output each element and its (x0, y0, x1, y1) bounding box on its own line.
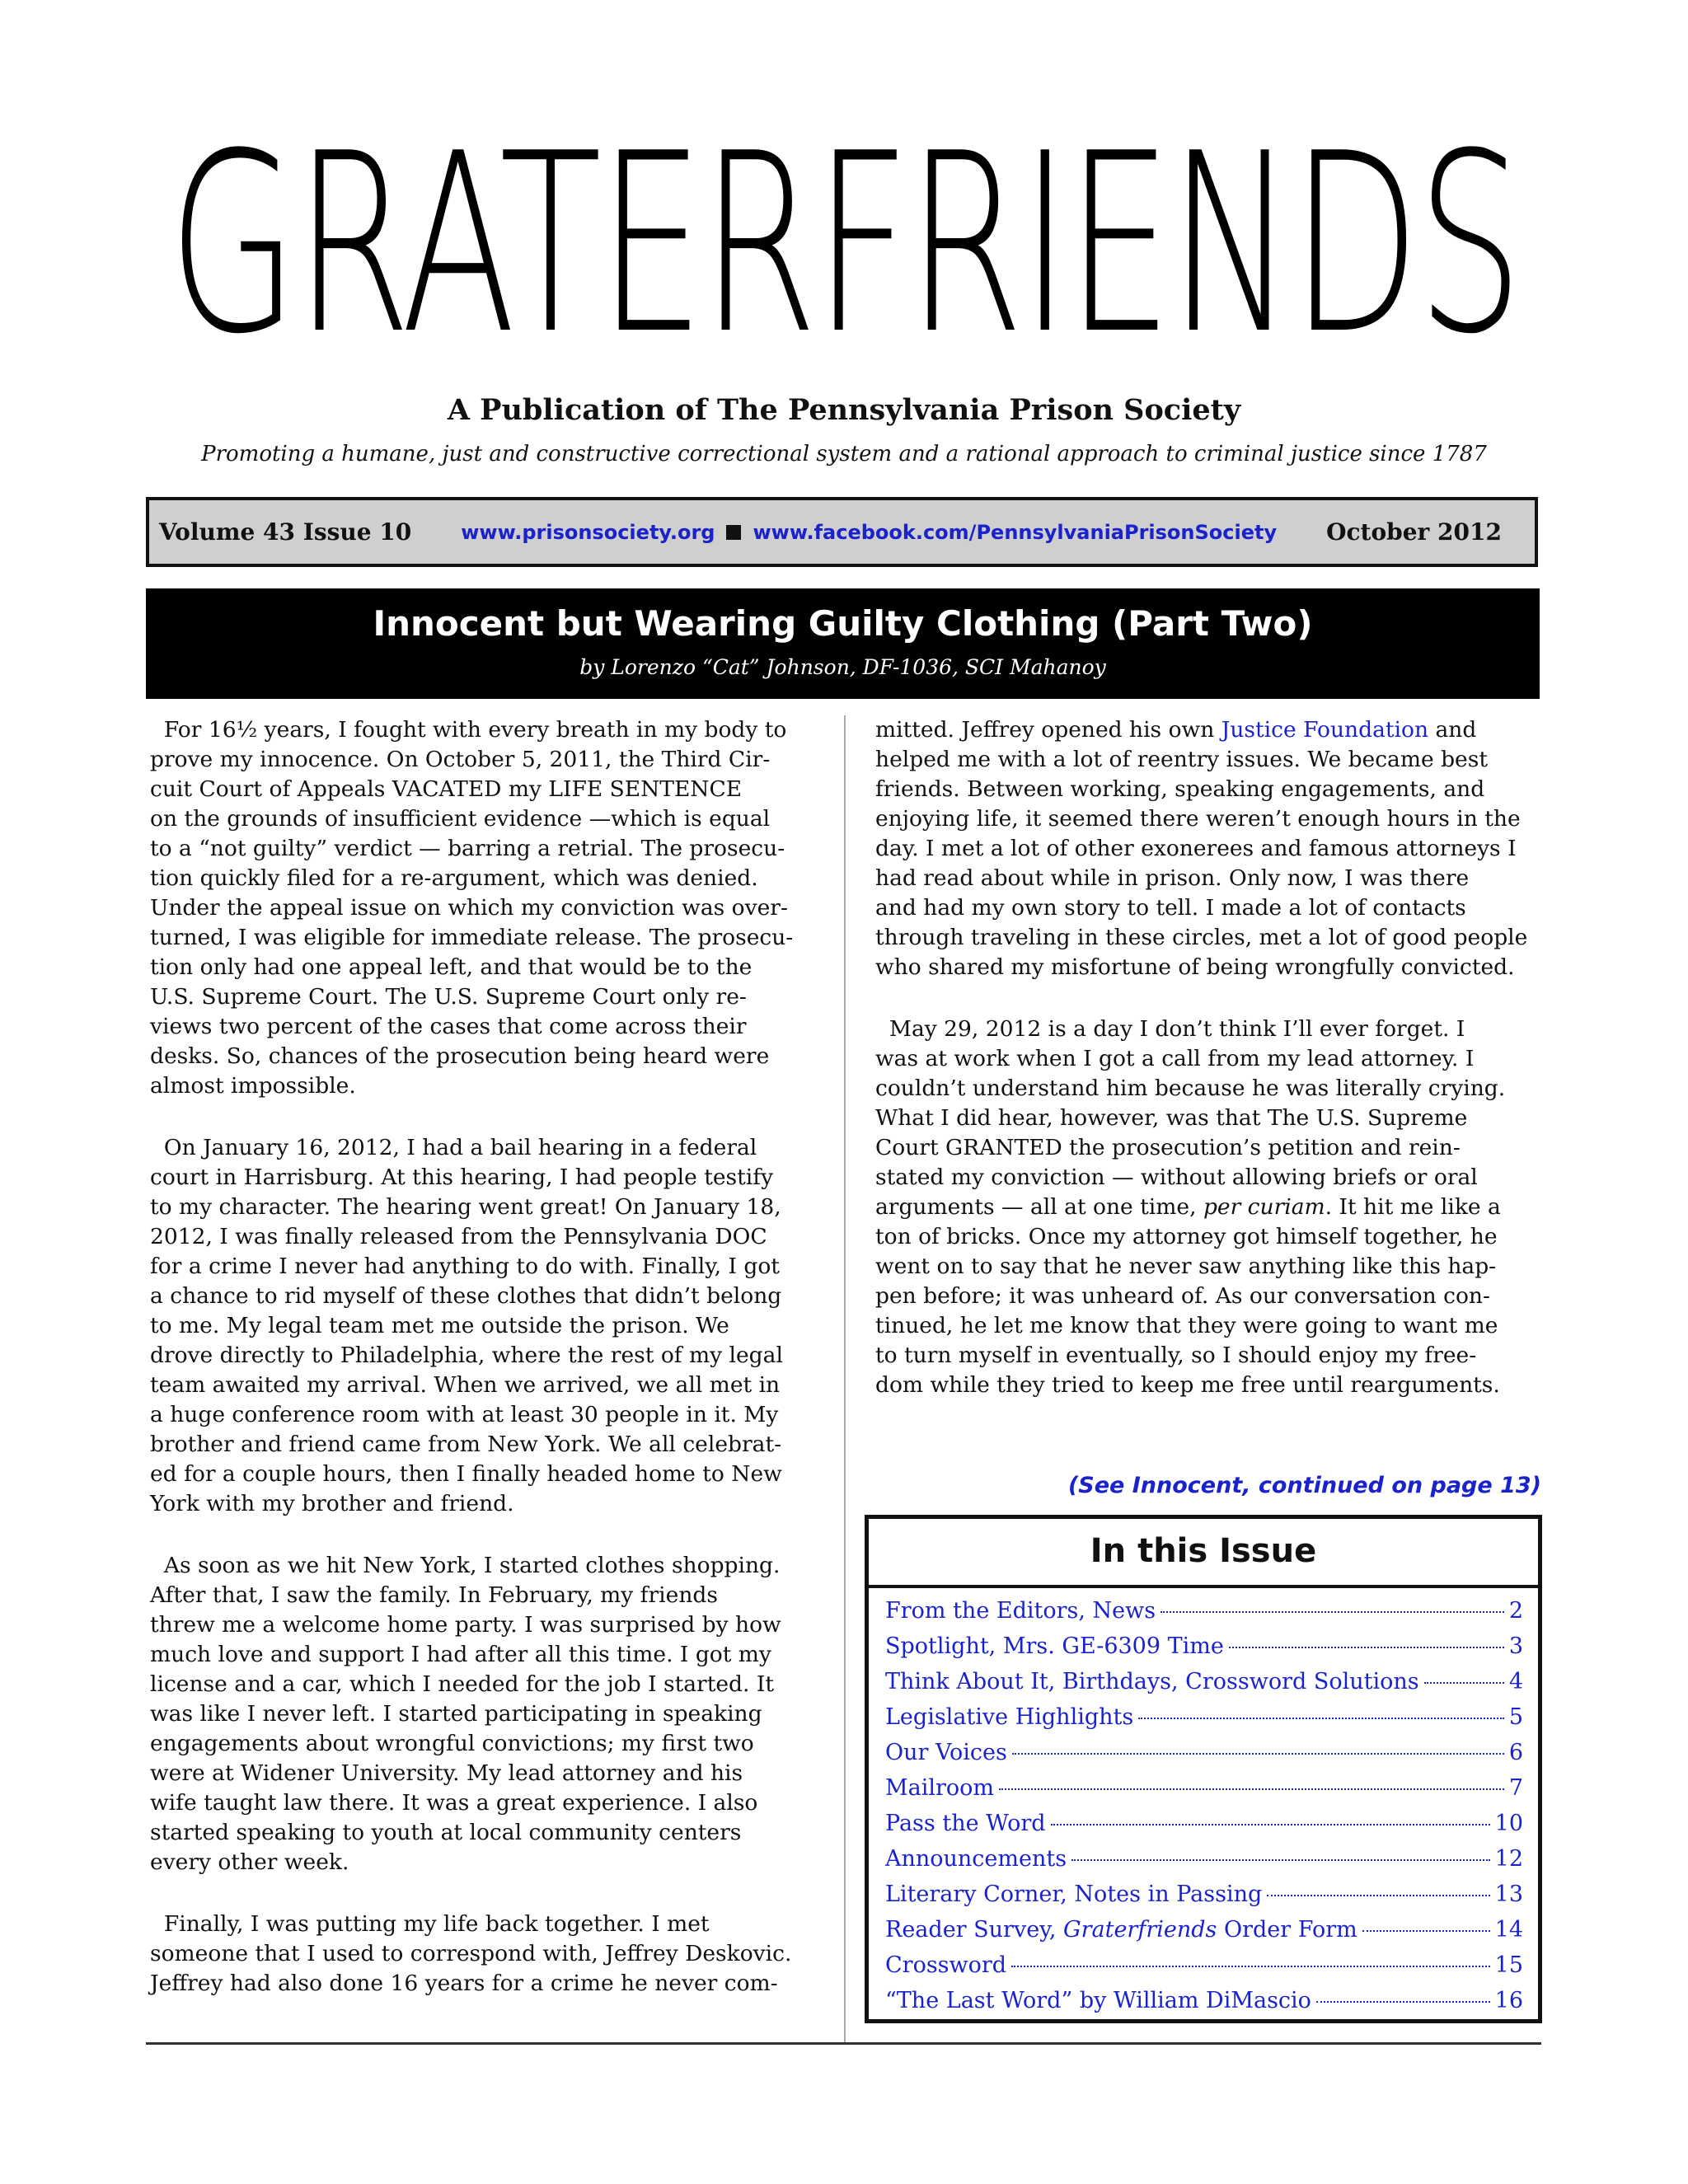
text-line: to me. My legal team met me outside the prison. We (150, 1313, 729, 1338)
toc-entry-page: 7 (1508, 1775, 1523, 1801)
toc-entry-page: 6 (1508, 1740, 1523, 1765)
text-line: tion quickly filed for a re-argument, which was denied. (150, 865, 758, 891)
toc-entry-label: Reader Survey, Graterfriends Order Form (885, 1917, 1357, 1943)
toc-leader-dots (1424, 1682, 1504, 1684)
toc-entry-page: 16 (1494, 1988, 1523, 2013)
article-paragraph (875, 1015, 1543, 1400)
text-line: York with my brother and friend. (150, 1491, 514, 1516)
text-line: stated my conviction — without allowing briefs or oral (875, 1165, 1478, 1190)
text-line: U.S. Supreme Court. The U.S. Supreme Court only re- (150, 984, 747, 1010)
text-line: enjoying life, it seemed there weren’t enough hours in the (875, 806, 1521, 832)
text-line: to a “not guilty” verdict — barring a retrial. The prosecu- (150, 836, 785, 861)
text-line: For 16½ years, I fought with every breath in my body to (150, 717, 787, 743)
toc-entry-page: 3 (1508, 1633, 1523, 1659)
text-line: 2012, I was finally released from the Pennsylvania DOC (150, 1224, 767, 1249)
text-line: Court GRANTED the prosecution’s petition and rein- (875, 1135, 1461, 1160)
toc-entry-page: 2 (1508, 1598, 1523, 1624)
toc-entry-label: “The Last Word” by William DiMascio (885, 1988, 1311, 2013)
toc-leader-dots (1316, 2001, 1490, 2003)
article-column-right (875, 715, 1543, 1432)
toc-entry-label: Our Voices (885, 1740, 1007, 1765)
text-line: threw me a welcome home party. I was surprised by how (150, 1612, 781, 1638)
toc-entry-label: Announcements (885, 1846, 1067, 1872)
toc-entry-page: 12 (1494, 1846, 1523, 1872)
toc-entry[interactable] (885, 1811, 1523, 1846)
toc-entry-label: Crossword (885, 1952, 1007, 1978)
toc-entry[interactable] (885, 1882, 1523, 1917)
toc-leader-dots (999, 1788, 1504, 1790)
facebook-link[interactable]: www.facebook.com/PennsylvaniaPrisonSociety (753, 520, 1278, 544)
toc-entry-page: 5 (1508, 1704, 1523, 1730)
text-line: someone that I used to correspond with, Jeffrey Deskovic. (150, 1941, 792, 1966)
text-line: Jeffrey had also done 16 years for a crime he never com- (150, 1971, 778, 1996)
masthead-logo (0, 91, 1688, 371)
text-line: helped me with a lot of reentry issues. We became best (875, 747, 1488, 772)
issue-info-bar (146, 497, 1538, 567)
toc-entry[interactable] (885, 1704, 1523, 1740)
links-group (461, 521, 1277, 544)
toc-leader-dots (1051, 1824, 1490, 1825)
text-line: desks. So, chances of the prosecution being heard were (150, 1043, 770, 1069)
text-line: and had my own story to tell. I made a lot of contacts (875, 895, 1466, 921)
toc-entry-label: Spotlight, Mrs. GE-6309 Time (885, 1633, 1224, 1659)
text-line: couldn’t understand him because he was literally crying. (875, 1076, 1506, 1101)
column-divider (844, 715, 846, 2044)
issue-date: October 2012 (1326, 518, 1502, 546)
text-line: Finally, I was putting my life back together. I met (150, 1911, 710, 1937)
toc-entry-label: Legislative Highlights (885, 1704, 1134, 1730)
toc-entry[interactable] (885, 1669, 1523, 1704)
toc-entry[interactable] (885, 1952, 1523, 1988)
table-of-contents (865, 1515, 1542, 2023)
toc-entry[interactable] (885, 1988, 1523, 2023)
text-line: a huge conference room with at least 30 people in it. My (150, 1402, 779, 1427)
text-line: prove my innocence. On October 5, 2011, the Third Cir- (150, 747, 771, 772)
text-line: started speaking to youth at local community centers (150, 1820, 742, 1845)
text-line: to my character. The hearing went great! On January 18, (150, 1194, 781, 1220)
text-line: was at work when I got a call from my lead attorney. I (875, 1046, 1475, 1071)
text-line: wife taught law there. It was a great experience. I also (150, 1790, 758, 1816)
article-title: Innocent but Wearing Guilty Clothing (Part Two) (373, 603, 1313, 644)
text-line: who shared my misfortune of being wrongfully convicted. (875, 954, 1515, 980)
text-line: pen before; it was unheard of. As our conversation con- (875, 1283, 1490, 1309)
article-paragraph (150, 715, 822, 1101)
article-byline: by Lorenzo “Cat” Johnson, DF-1036, SCI Mahanoy (579, 655, 1106, 679)
text-line: engagements about wrongful convictions; my first two (150, 1731, 754, 1756)
text-line: went on to say that he never saw anything like this hap- (875, 1254, 1497, 1279)
text-line: drove directly to Philadelphia, where the rest of my legal (150, 1343, 783, 1368)
justice-foundation-link[interactable]: Justice Foundation (1221, 717, 1429, 743)
text-line: views two percent of the cases that come across their (150, 1014, 747, 1039)
text-line: to turn myself in eventually, so I should enjoy my free- (875, 1343, 1477, 1368)
text-line: was like I never left. I started participating in speaking (150, 1701, 762, 1727)
text-line: turned, I was eligible for immediate release. The prosecu- (150, 925, 794, 950)
text-line: were at Widener University. My lead attorney and his (150, 1760, 743, 1786)
text-line: Under the appeal issue on which my conviction was over- (150, 895, 788, 921)
text-line: team awaited my arrival. When we arrived, we all met in (150, 1372, 781, 1398)
volume-issue: Volume 43 Issue 10 (159, 518, 412, 546)
text-line: license and a car, which I needed for the job I started. It (150, 1671, 774, 1697)
article-headline (146, 588, 1540, 699)
toc-leader-dots (1160, 1611, 1504, 1613)
masthead-title: GRATERFRIENDS (168, 101, 1520, 371)
toc-entry[interactable] (885, 1740, 1523, 1775)
publication-line: A Publication of The Pennsylvania Prison Society (447, 393, 1241, 427)
toc-entry-page: 14 (1494, 1917, 1523, 1943)
article-paragraph (150, 1910, 822, 1999)
article-paragraph (150, 1551, 822, 1877)
text-line: friends. Between working, speaking engagements, and (875, 776, 1485, 802)
article-paragraph (150, 1133, 822, 1519)
text-line: mitted. Jeffrey opened his own Justice Foundation and (875, 717, 1477, 743)
toc-entry[interactable] (885, 1846, 1523, 1882)
toc-leader-dots (1012, 1753, 1504, 1755)
text-line: a chance to rid myself of these clothes that didn’t belong (150, 1283, 782, 1309)
toc-leader-dots (1138, 1718, 1504, 1719)
text-line: had read about while in prison. Only now, I was there (875, 865, 1470, 891)
text-line: After that, I saw the family. In February, my friends (150, 1582, 718, 1608)
text-line: for a crime I never had anything to do with. Finally, I got (150, 1254, 780, 1279)
text-line: through traveling in these circles, met a lot of good people (875, 925, 1528, 950)
text-line: arguments — all at one time, per curiam. It hit me like a (875, 1194, 1501, 1220)
text-line: day. I met a lot of other exonerees and famous attorneys I (875, 836, 1517, 861)
toc-entry-label: Pass the Word (885, 1811, 1046, 1836)
text-line: almost impossible. (150, 1073, 356, 1099)
text-line: On January 16, 2012, I had a bail hearing in a federal (150, 1135, 757, 1160)
masthead (0, 91, 1688, 371)
text-line: dom while they tried to keep me free until rearguments. (875, 1372, 1500, 1398)
toc-entry-label: From the Editors, News (885, 1598, 1156, 1624)
toc-leader-dots (1229, 1647, 1504, 1648)
toc-leader-dots (1011, 1966, 1490, 1967)
text-line: ed for a couple hours, then I finally headed home to New (150, 1461, 782, 1487)
square-separator-icon (726, 525, 741, 540)
bottom-rule (146, 2042, 1541, 2045)
text-line: brother and friend came from New York. We all celebrat- (150, 1432, 782, 1457)
text-line: What I did hear, however, was that The U.S. Supreme (875, 1105, 1468, 1131)
article-paragraph (875, 715, 1543, 982)
text-line: tinued, he let me know that they were going to want me (875, 1313, 1498, 1338)
toc-entry-label: Think About It, Birthdays, Crossword Solutions (885, 1669, 1419, 1694)
toc-entry[interactable] (885, 1917, 1523, 1952)
text-line: tion only had one appeal left, and that would be to the (150, 954, 753, 980)
toc-leader-dots (1267, 1895, 1489, 1896)
text-line: on the grounds of insufficient evidence —which is equal (150, 806, 771, 832)
toc-title: In this Issue (869, 1519, 1538, 1588)
toc-entry-page: 15 (1494, 1952, 1523, 1978)
text-line: May 29, 2012 is a day I don’t think I’ll ever forget. I (875, 1016, 1465, 1042)
toc-leader-dots (1362, 1930, 1490, 1932)
toc-entry[interactable] (885, 1775, 1523, 1811)
continued-note[interactable]: (See Innocent, continued on page 13) (1067, 1473, 1541, 1498)
text-line: cuit Court of Appeals VACATED my LIFE SENTENCE (150, 776, 743, 802)
toc-entry-label: Mailroom (885, 1775, 995, 1801)
toc-entry-page: 10 (1494, 1811, 1523, 1836)
toc-entry[interactable] (885, 1633, 1523, 1669)
text-line: ton of bricks. Once my attorney got himself together, he (875, 1224, 1498, 1249)
mission-statement: Promoting a humane, just and constructive correctional system and a rational approach to criminal justice since 1787 (201, 442, 1487, 466)
toc-list (869, 1588, 1538, 2023)
text-line: much love and support I had after all this time. I got my (150, 1642, 771, 1667)
website-link[interactable]: www.prisonsociety.org (461, 520, 715, 544)
toc-entry-page: 4 (1508, 1669, 1523, 1694)
text-line: every other week. (150, 1849, 349, 1875)
toc-entry-label: Literary Corner, Notes in Passing (885, 1882, 1263, 1907)
toc-entry[interactable] (885, 1598, 1523, 1633)
text-line: As soon as we hit New York, I started clothes shopping. (150, 1553, 781, 1578)
article-column-left (150, 715, 822, 2031)
toc-entry-page: 13 (1494, 1882, 1523, 1907)
text-line: court in Harrisburg. At this hearing, I had people testify (150, 1165, 774, 1190)
toc-leader-dots (1071, 1859, 1490, 1861)
